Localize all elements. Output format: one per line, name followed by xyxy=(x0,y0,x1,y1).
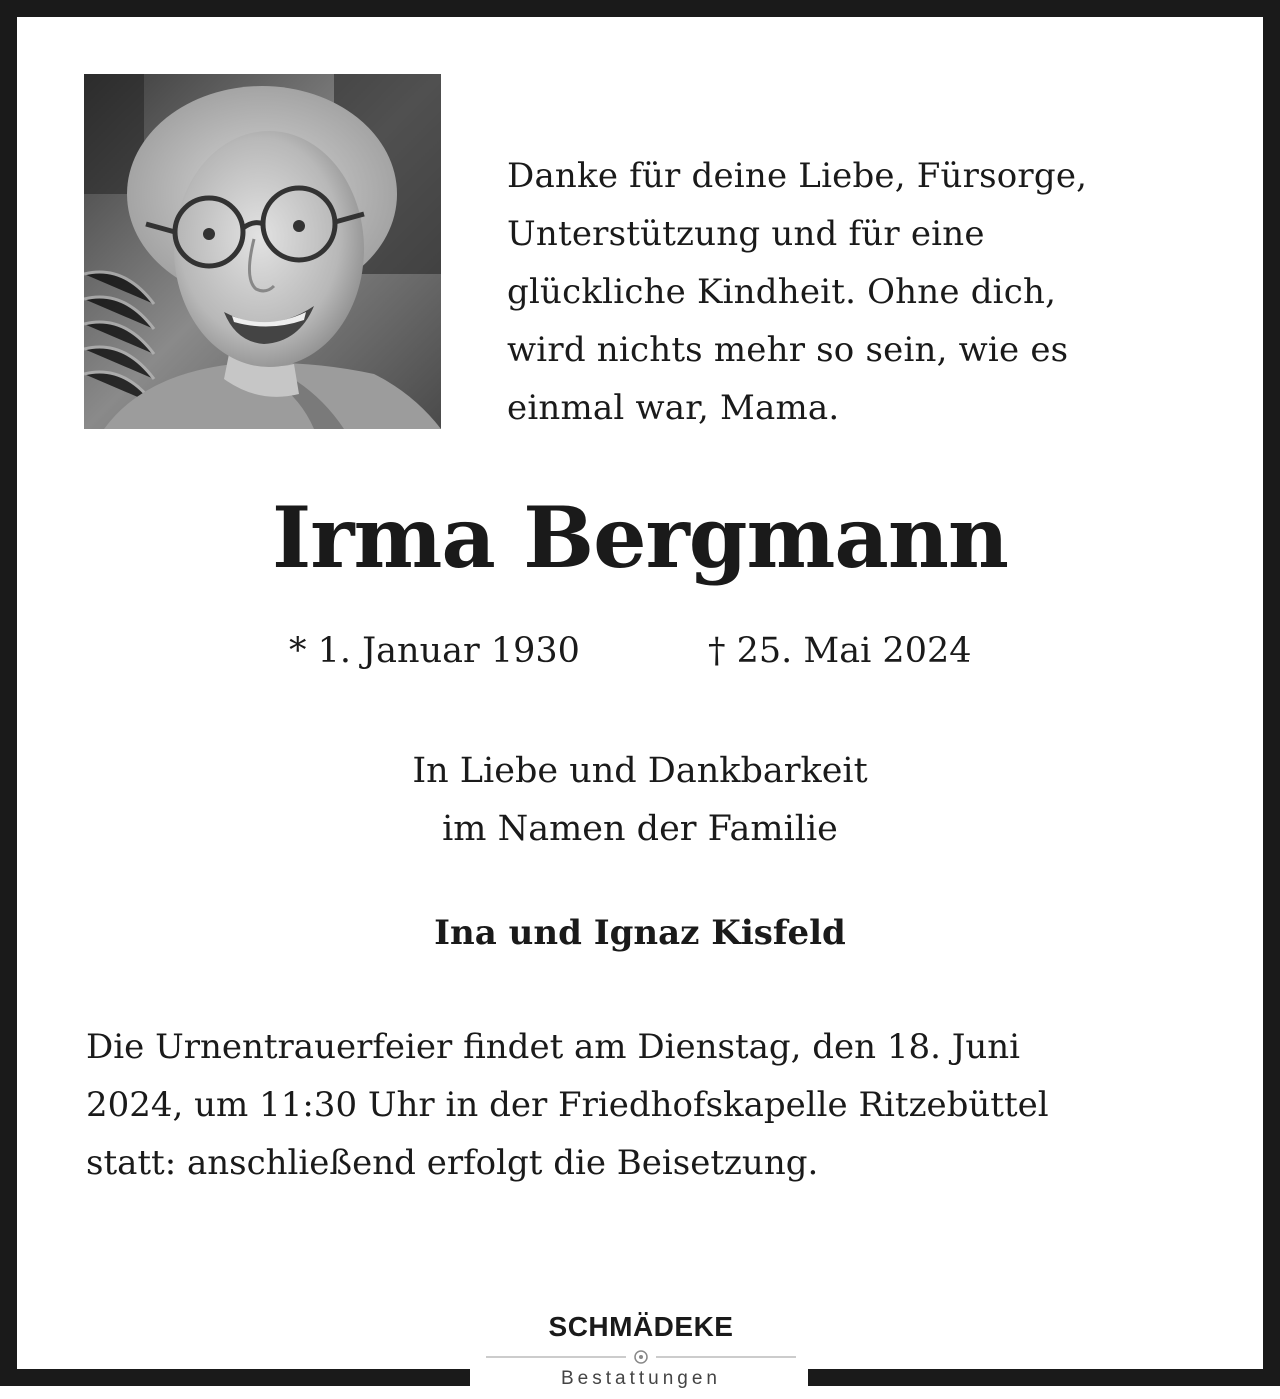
funeral-home-name: SCHMÄDEKE xyxy=(548,1311,734,1342)
border-bottom-left xyxy=(0,1369,470,1386)
service-line: Die Urnentrauerfeier findet am Dienstag, den 18. Juni xyxy=(86,1027,1021,1067)
dedication-text xyxy=(507,147,1207,437)
border-right xyxy=(1263,0,1280,1386)
dedication-line: wird nichts mehr so sein, wie es xyxy=(507,330,1069,370)
closing-line: im Namen der Familie xyxy=(442,809,838,849)
deceased-name: Irma Bergmann xyxy=(272,488,1008,587)
border-left xyxy=(0,0,17,1386)
death-date: † 25. Mai 2024 xyxy=(708,631,972,671)
closing-text xyxy=(0,742,1280,858)
closing-line: In Liebe und Dankbarkeit xyxy=(412,751,868,791)
border-bottom-right xyxy=(808,1369,1280,1386)
service-line: 2024, um 11:30 Uhr in der Friedhofskapelle Ritzebüttel xyxy=(86,1085,1049,1125)
ornament-icon xyxy=(486,1349,796,1365)
dedication-line: Danke für deine Liebe, Fürsorge, xyxy=(507,156,1088,196)
birth-date: * 1. Januar 1930 xyxy=(289,631,580,671)
dedication-line: Unterstützung und für eine xyxy=(507,214,985,254)
mourners-names: Ina und Ignaz Kisfeld xyxy=(434,913,846,953)
border-top xyxy=(0,0,1280,17)
funeral-home-logo xyxy=(486,1309,796,1399)
service-line: statt: anschließend erfolgt die Beisetzung. xyxy=(86,1143,819,1183)
funeral-home-subtitle: Bestattungen xyxy=(561,1368,721,1389)
dedication-line: glückliche Kindheit. Ohne dich, xyxy=(507,272,1057,312)
portrait-photo xyxy=(84,74,441,429)
dedication-line: einmal war, Mama. xyxy=(507,388,840,428)
service-details xyxy=(86,1018,1216,1192)
